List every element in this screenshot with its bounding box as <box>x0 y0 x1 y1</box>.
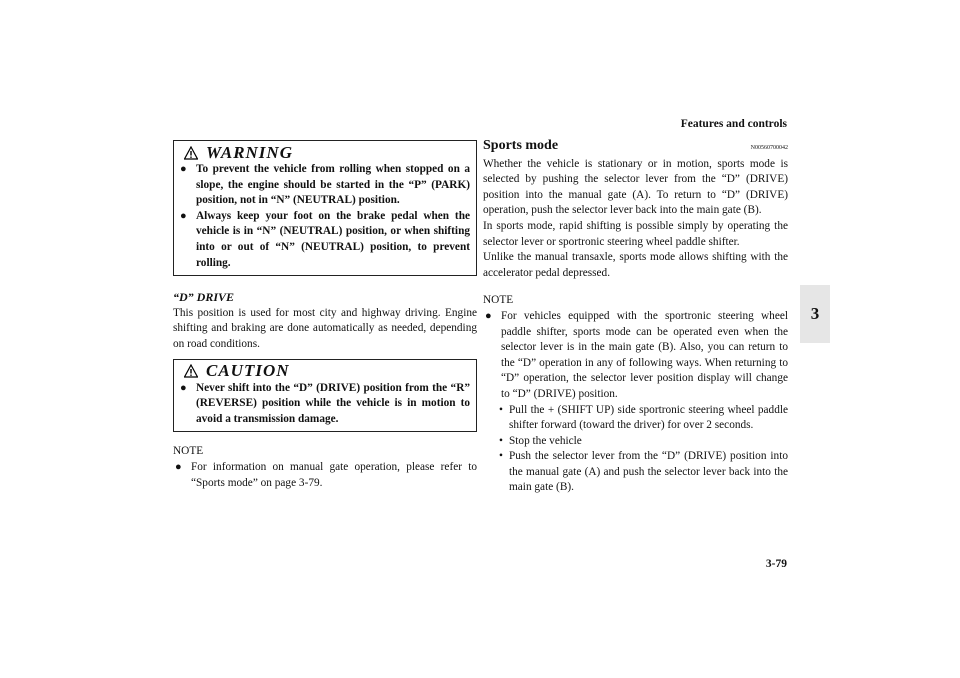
warning-box <box>173 140 477 276</box>
bullet-icon: ● <box>175 460 182 473</box>
note-item: ● For vehicles equipped with the sportronic steering wheel paddle shifter, sports mode can be operated even when the selector lever is in the main gate (B). Also, you can return to the “D” operation in any of following ways. When returning to “D” operation, the selector lever position display will change to “D” (DRIVE) position. <box>483 309 788 403</box>
bullet-icon: ● <box>180 163 187 175</box>
caution-triangle-icon <box>184 364 198 378</box>
right-column <box>483 140 788 496</box>
bullet-icon: ● <box>485 309 492 322</box>
note-label: NOTE <box>173 445 204 458</box>
chapter-tab <box>800 285 830 343</box>
sports-mode-title: Sports mode <box>483 138 559 153</box>
running-header: Features and controls <box>680 118 787 130</box>
sports-mode-heading <box>483 138 788 157</box>
caution-item: ● Never shift into the “D” (DRIVE) position from the “R” (REVERSE) position while the vehicle is in motion to avoid a transmission damage. <box>180 381 470 428</box>
caution-header <box>184 363 470 380</box>
bullet-icon: ● <box>180 381 187 394</box>
chapter-number: 3 <box>810 304 820 323</box>
sub-item: • Pull the + (SHIFT UP) side sportronic steering wheel paddle shifter forward (toward the driver) for over 2 seconds. <box>499 403 788 432</box>
sports-mode-paragraph: In sports mode, rapid shifting is possible simply by operating the selector lever or sportronic steering wheel paddle shifter. <box>483 219 788 248</box>
note-label: NOTE <box>483 294 514 307</box>
warning-title: WARNING <box>206 142 293 162</box>
note-item: ● For information on manual gate operation, please refer to “Sports mode” on page 3-79. <box>173 460 477 491</box>
warning-item: ● To prevent the vehicle from rolling when stopped on a slope, the engine should be started in the “P” (PARK) position, not in “N” (NEUTRAL) position. <box>180 162 470 209</box>
warning-item: ● Always keep your foot on the brake pedal when the vehicle is in “N” (NEUTRAL) position, or when shifting into or out of “N” (NEUTRAL) position, to prevent rolling. <box>180 209 470 271</box>
d-drive-heading: “D” DRIVE <box>173 290 235 305</box>
section-code: N00560700042 <box>750 145 788 151</box>
sports-mode-paragraph: Whether the vehicle is stationary or in motion, sports mode is selected by pushing the selector lever from the “D” (DRIVE) position into the manual gate (A). To return to “D” (DRIVE) operation, push the selector lever back into the main gate (B). <box>483 157 788 217</box>
sub-item: • Push the selector lever from the “D” (DRIVE) position into the manual gate (A) and push the selector lever back into the main gate (B). <box>499 450 788 494</box>
sports-mode-paragraph: Unlike the manual transaxle, sports mode allows shifting with the accelerator pedal depressed. <box>483 251 788 279</box>
sub-item: • Stop the vehicle <box>499 434 582 447</box>
warning-triangle-icon <box>184 146 198 160</box>
caution-box <box>173 359 477 433</box>
page-number: 3-79 <box>765 558 787 570</box>
left-column <box>173 140 477 491</box>
caution-title: CAUTION <box>206 361 290 381</box>
d-drive-body: This position is used for most city and highway driving. Engine shifting and braking are done automatically as needed, depending on road conditions. <box>173 306 477 350</box>
warning-header <box>184 144 470 161</box>
bullet-icon: ● <box>180 209 187 222</box>
